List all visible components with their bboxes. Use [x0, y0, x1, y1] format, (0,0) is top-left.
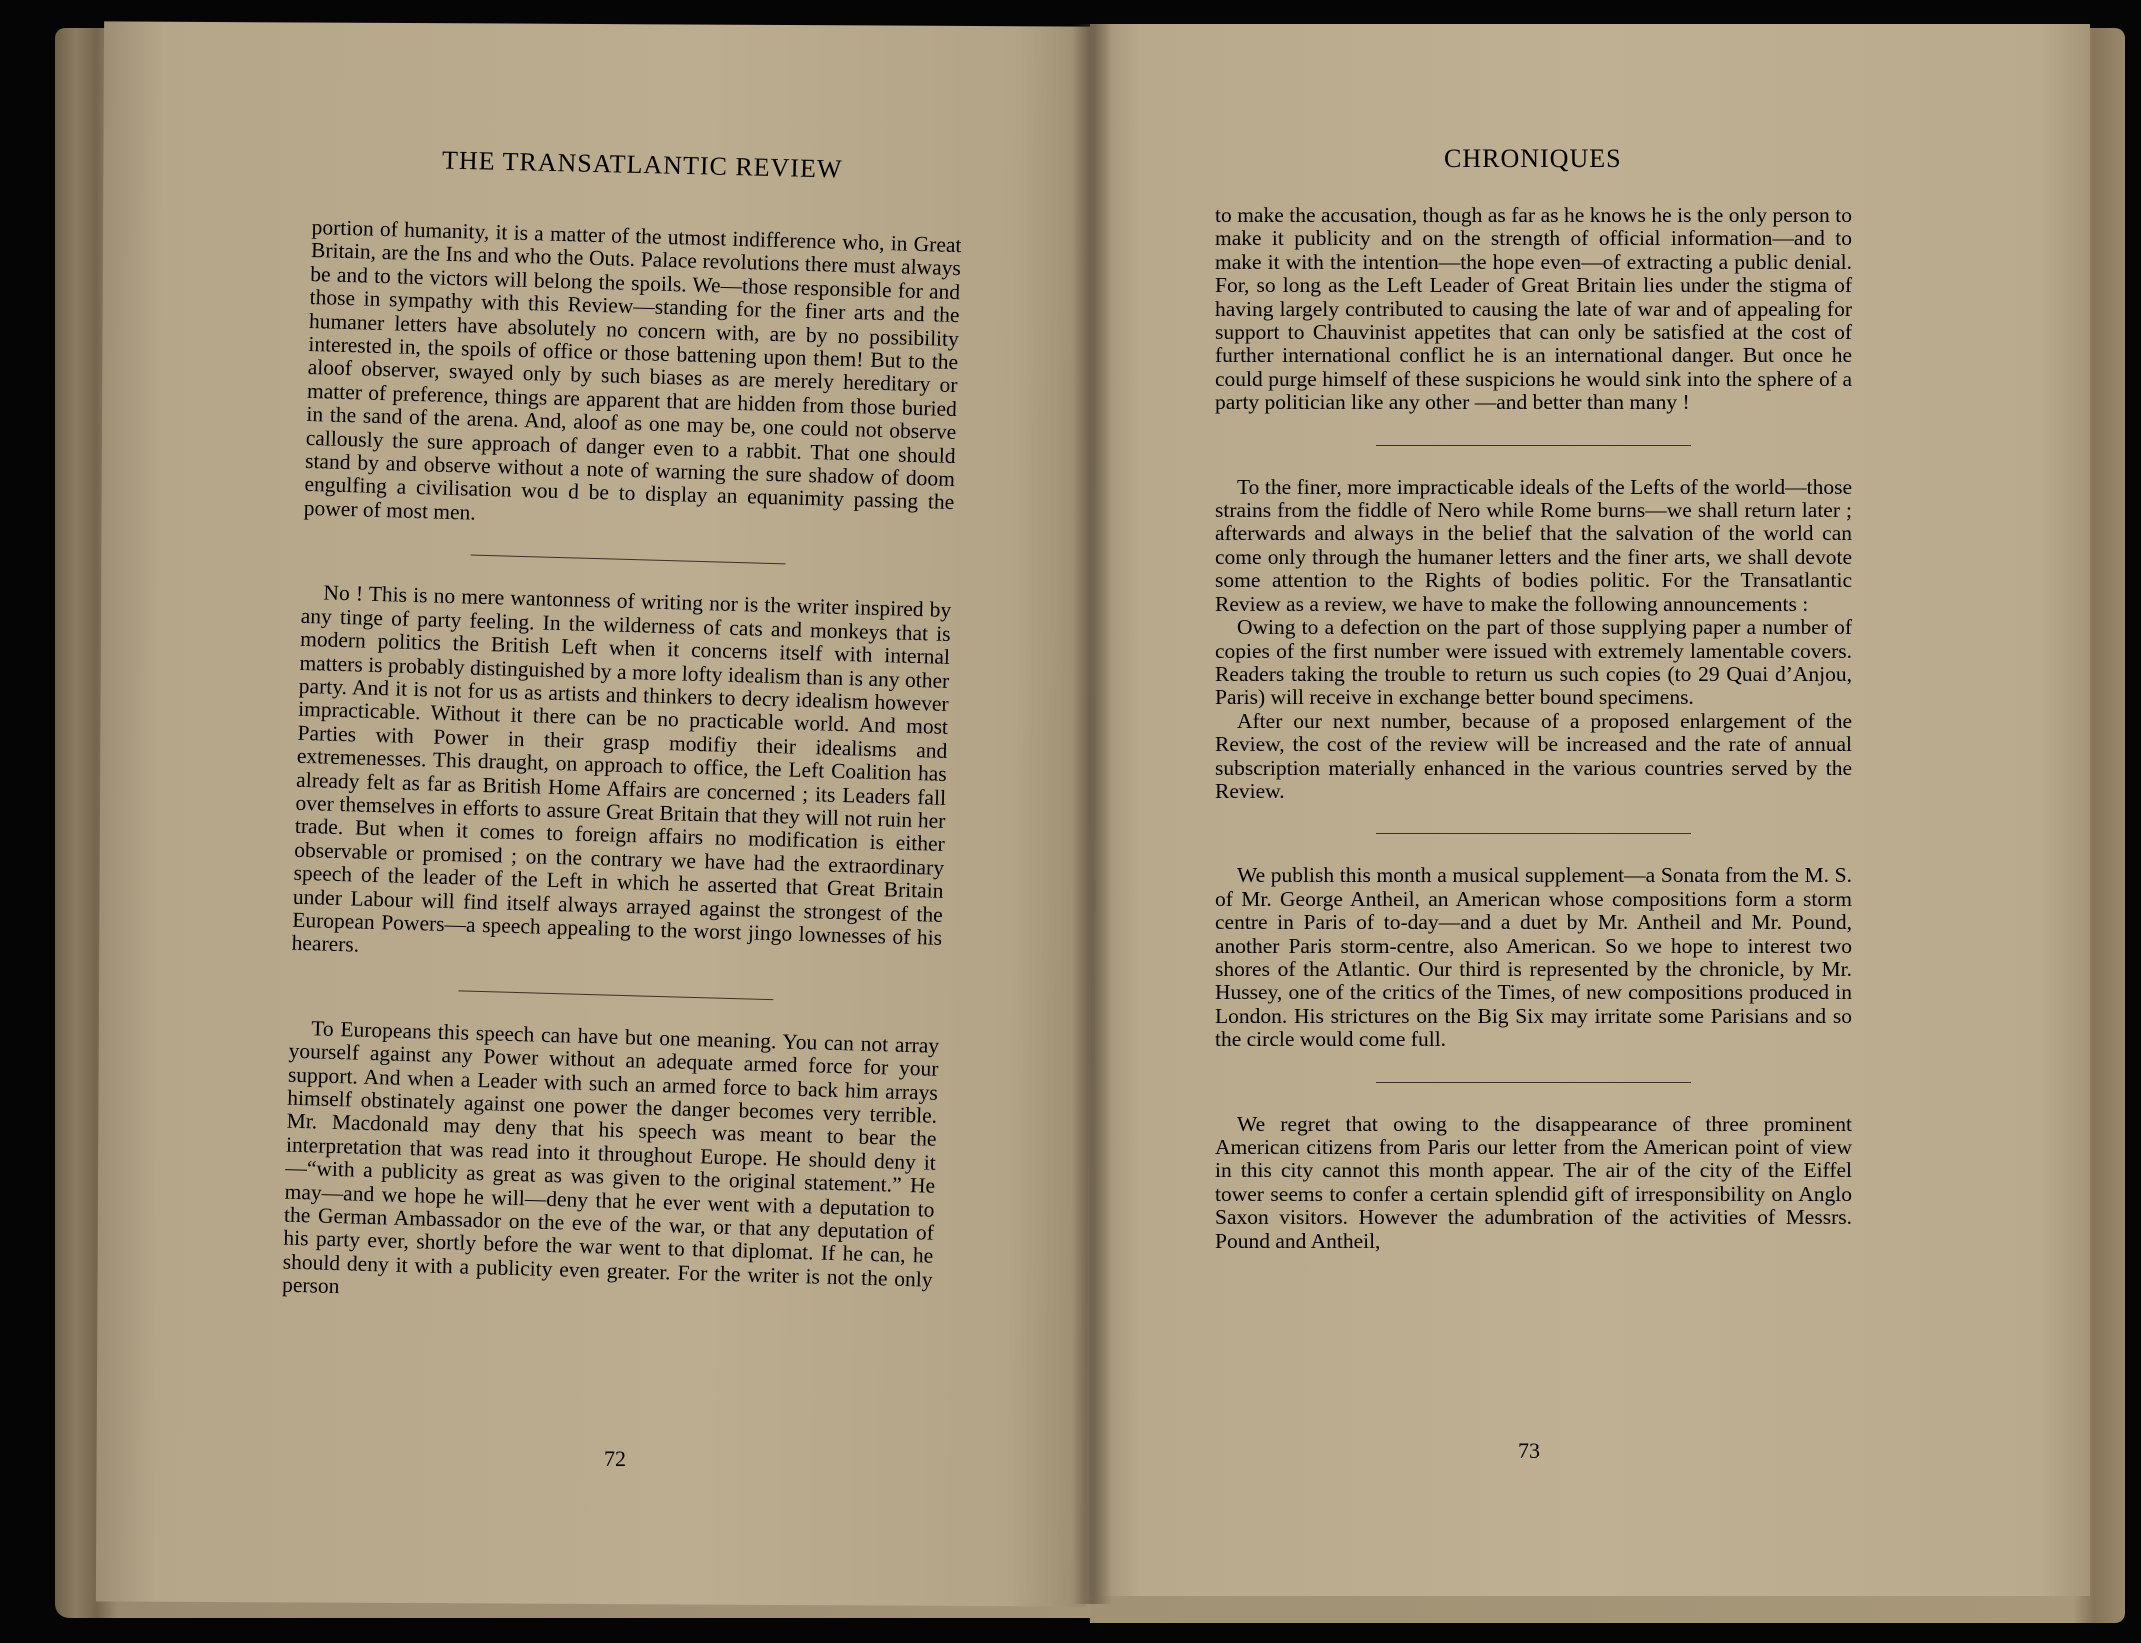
left-section-2 — [291, 581, 951, 974]
paragraph: To the finer, more impracticable ideals of the Lefts of the world—those strains from the fiddle of Nero while Rome burns—we shall return later ; afterwards and always in the belief that the salvation of the world can come only through the humaner letters and the finer arts, we shall devote some attention to the Rights of bodies politic. For the Transatlantic Review as a review, we have to make the following announcements : — [1215, 474, 1852, 616]
left-section-1 — [304, 216, 962, 538]
right-text-column — [1215, 204, 1852, 1253]
paragraph: No ! This is no mere wantonness of writing nor is the writer inspired by any tinge of party feeling. In the wilderness of cats and monkeys that is modern politics the British Left when it concerns itself with internal matters is probably distinguished by a more lofty idealism than is any other party. And it is not for us as artists and thinkers to decry idealism however impracticable. Without it there can be no practicable world. And most Parties with Power in their grasp modifiy their idealisms and extremenesses. This draught, on approach to office, the Left Coalition has already felt as far as British Home Affairs are concerned ; its Leaders fall over themselves in efforts to assure Great Britain that they will not ruin her trade. But when it comes to foreign affairs no modification is either observable or promised ; on the contrary we have had the extraordinary speech of the leader of the Left in which he asserted that Great Britain under Labour will find itself always arrayed against the strongest of the European Powers—a speech appealing to the worst jingo lownesses of his hearers. — [291, 580, 952, 957]
right-section-4 — [1215, 1113, 1852, 1253]
left-section-3 — [282, 1016, 940, 1315]
right-section-1 — [1215, 204, 1852, 415]
paragraph: Owing to a defection on the part of those supplying paper a number of copies of the first number were issued with extremely lamentable covers. Readers taking the trouble to return us such copies (to 29 Quai d’Anjou, Paris) will receive in exchange better bound specimens. — [1215, 615, 1852, 710]
book-gutter — [1072, 24, 1112, 1604]
paragraph: We regret that owing to the disappearance of three prominent American citizens from Paris our letter from the American point of view in this city cannot this month appear. The air of the city of the Eiffel tower seems to confer a certain splendid gift of irresponsibility on Anglo Saxon visitors. However the adumbration of the activities of Messrs. Pound and Antheil, — [1215, 1111, 1852, 1253]
right-page-number: 73 — [1518, 1438, 1540, 1463]
paragraph: We publish this month a musical supplement—a Sonata from the M. S. of Mr. George Antheil, an American whose compositions form a storm centre in Paris of to-day—and a duet by Mr. Antheil and Mr. Pound, another Paris storm-centre, also American. So we hope to interest two shores of the Atlantic. Our third is represented by the chronicle, by Mr. Hussey, one of the critics of the Times, of new compositions produced in London. His strictures on the Big Six may irritate some Parisians and so the circle would come full. — [1215, 863, 1852, 1052]
left-page-number: 72 — [604, 1446, 626, 1471]
paragraph: To Europeans this speech can have but one meaning. You can not array yourself against any Power without an adequate armed force for your support. And when a Leader with such an armed force to back him arrays himself obstinately against one power the danger becomes very terrible. Mr. Macdonald may deny that his speech was meant to bear the interpretation that was read into it throughout Europe. He should deny it—“with a publicity as great as was given to the original statement.” He may—and we hope he will—deny that he ever went with a deputation to the German Ambassador on the eve of the war, or that any deputation of his party ever, shortly before the war went to that diplomat. If he can, he should deny it with a publicity even greater. For the writer is not the only person — [281, 1016, 940, 1299]
right-section-2 — [1215, 476, 1852, 804]
left-running-head: THE TRANSATLANTIC REVIEW — [441, 145, 843, 184]
right-section-3 — [1215, 864, 1852, 1051]
paragraph: to make the accusation, though as far as he knows he is the only person to make it publicity and on the strength of official information—and to make it with the intention—the hope even—of extracting a public denial. For, so long as the Left Leader of Great Britain lies under the stigma of having largely contributed to causing the late of war and of appealing for support to Chauvinist appetites that can only be satisfied at the cost of further international conflict he is an international danger. But once he could purge himself of these suspicions he would sink into the sphere of a party politician like any other —and better than many ! — [1215, 203, 1852, 415]
paragraph: portion of humanity, it is a matter of the utmost indifference who, in Great Britain, are the Ins and who the Outs. Palace revolutions there must always be and to the victors will belong the spoils. We—those responsible for and those in sympathy with this Review—standing for the finer arts and the humaner letters have absolutely no concern with, are by no possibility interested in, the spoils of office or those battening upon them! But to the aloof observer, swayed only by such biases as are merely hereditary or matter of preference, things are apparent that are hidden from those buried in the sand of the arena. And, aloof as one may be, one could not observe callously the sure approach of danger even to a rabbit. That one should stand by and observe without a note of warning the sure shadow of doom engulfing a civilisation wou d be to display an equanimity passing the power of most men. — [303, 215, 962, 525]
left-text-column — [282, 216, 962, 1315]
right-running-head: CHRONIQUES — [1444, 144, 1622, 173]
paragraph: After our next number, because of a proposed enlargement of the Review, the cost of the review will be increased and the rate of annual subscription materially enhanced in the various countries served by the Review. — [1215, 708, 1852, 803]
